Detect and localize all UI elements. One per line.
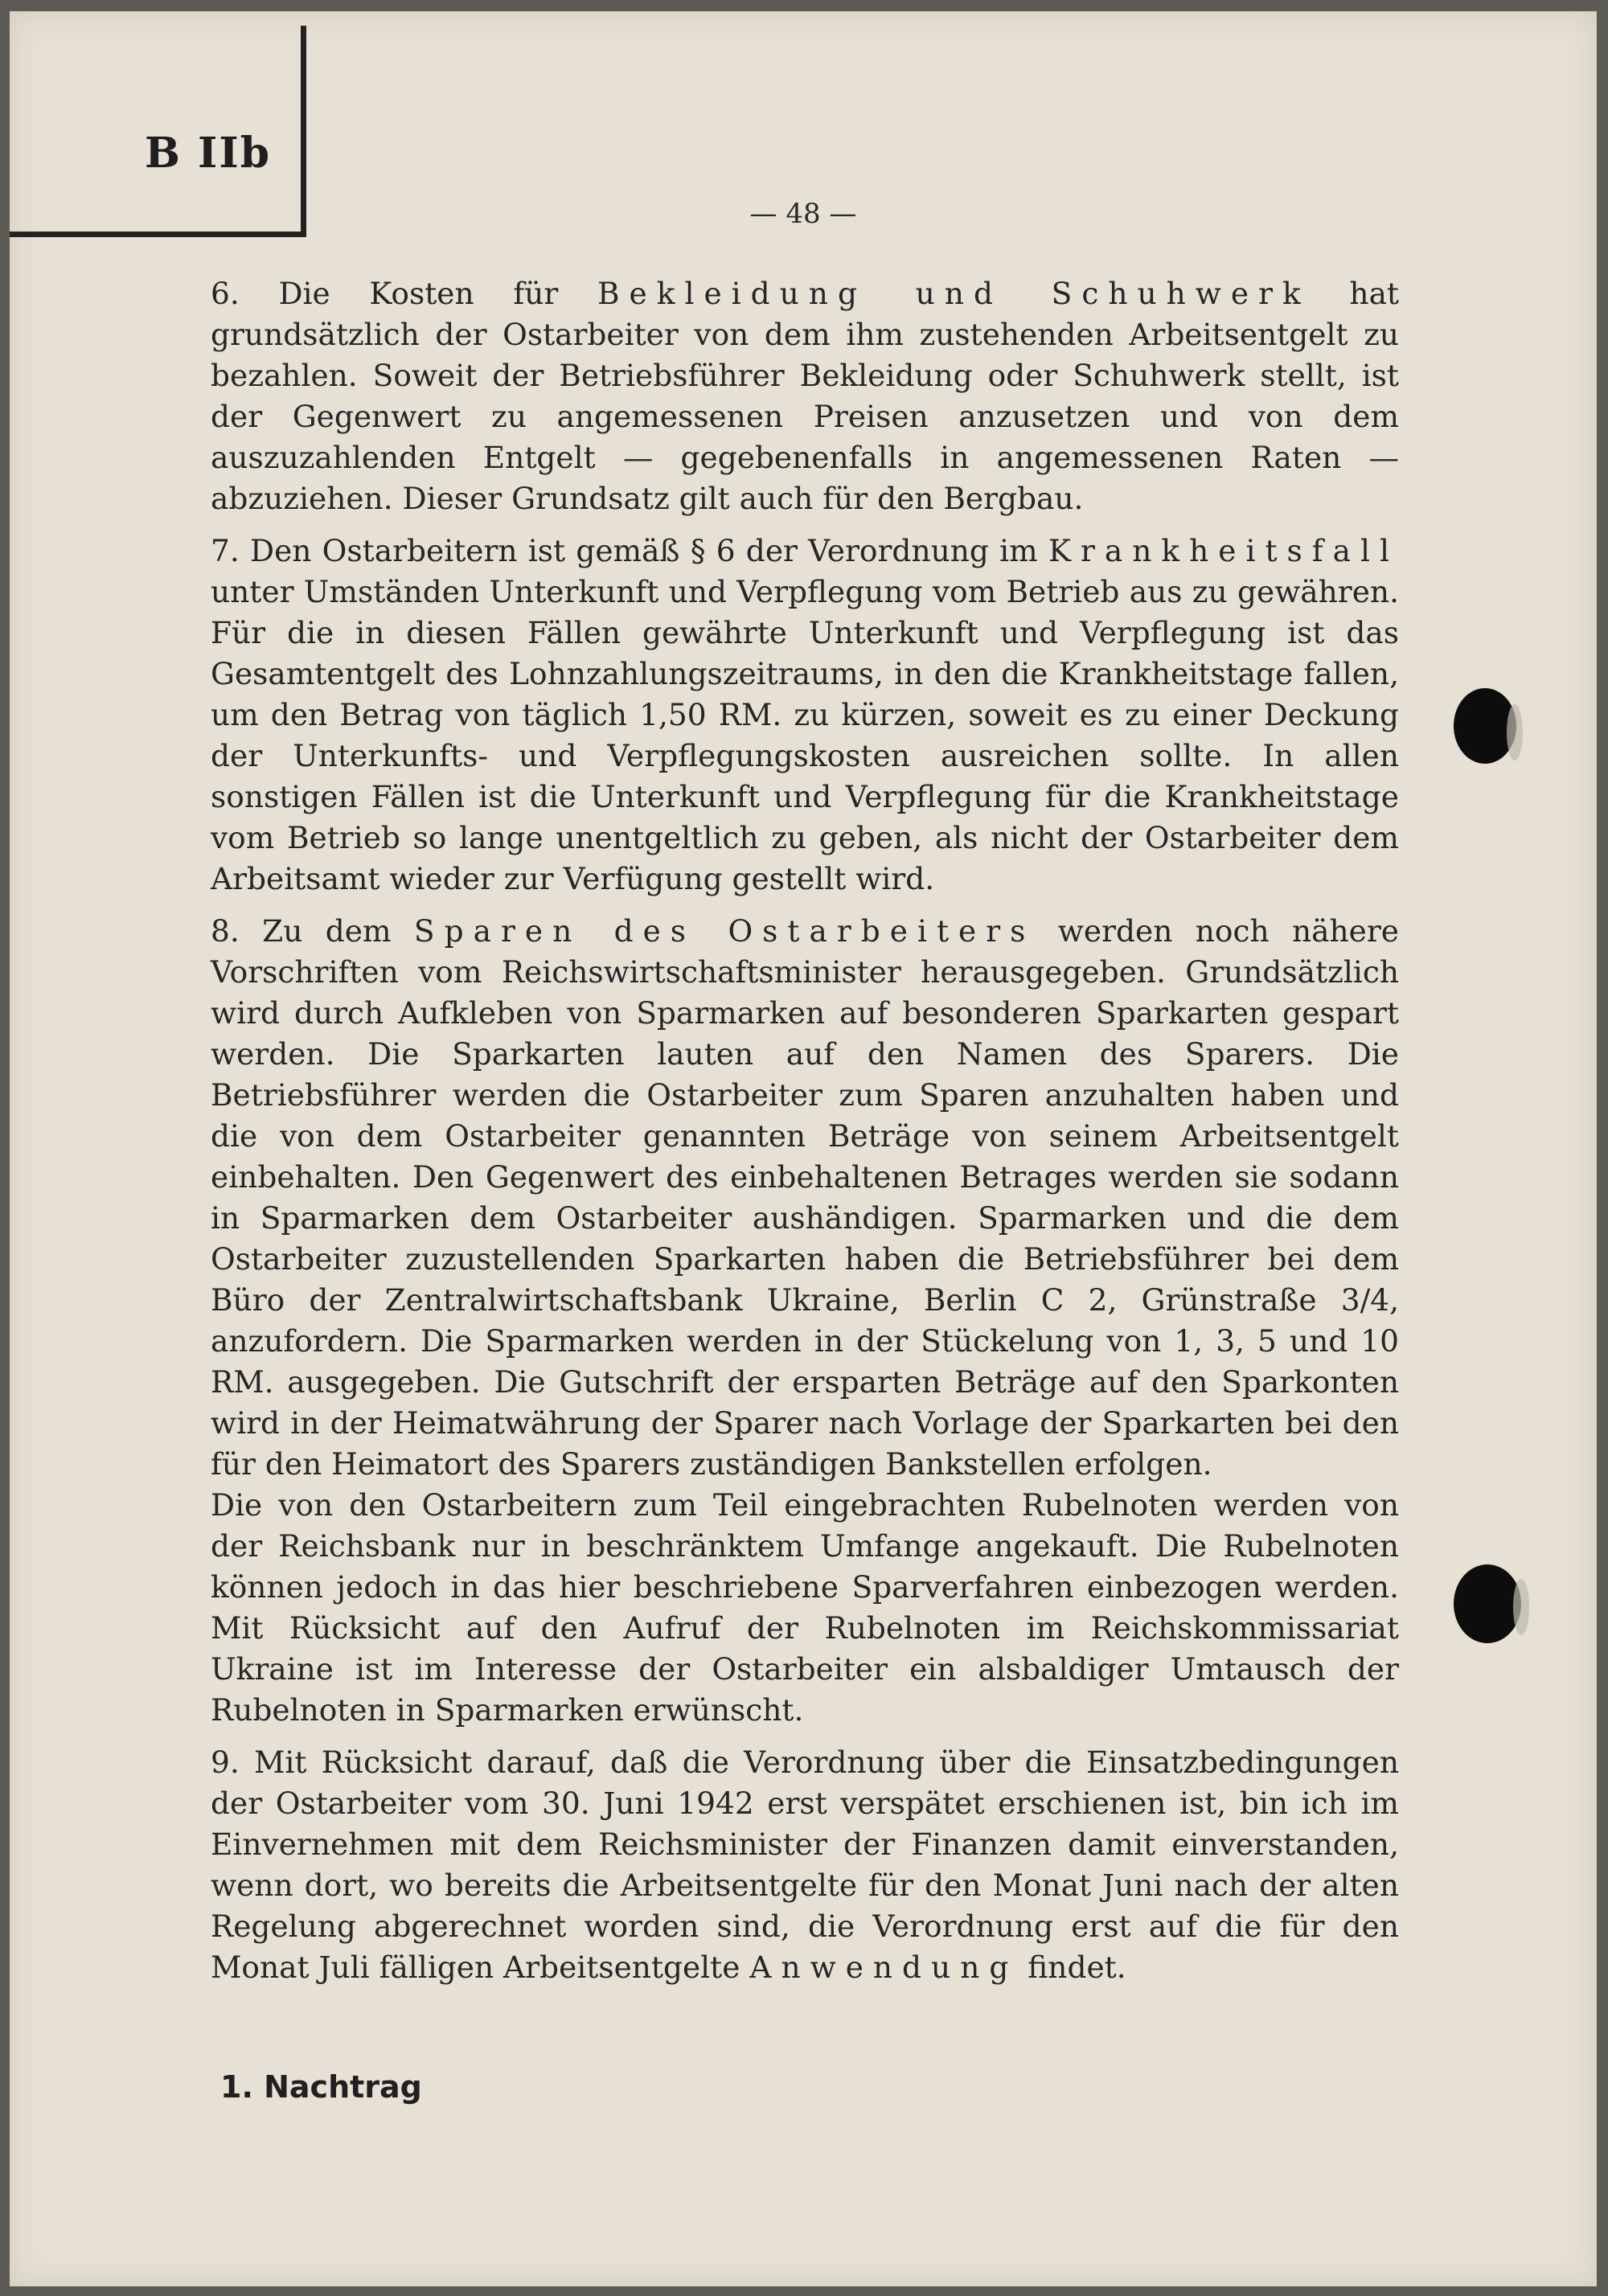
paragraph-9-spaced-term: Anwendung [749,1950,1019,1985]
paragraph-7-rest: unter Umständen Unterkunft und Verpflegung vom Betrieb aus zu gewähren. Für die in diesen Fällen gewährte Unterkunft und Verpflegung ist das Gesamtentgelt des Lohnzahlungszeitraums, in den die Krankheitstage fallen, um den Betrag von täglich 1,50 RM. zu kürzen, soweit es zu einer Deckung der Unterkunfts- und Verpflegungskosten ausreichen sollte. In allen sonstigen Fällen ist die Unterkunft und Verpflegung für die Krankheitstage vom Betrieb so lange unentgeltlich zu geben, als nicht der Ostarbeiter dem Arbeitsamt wieder zur Verfügung gestellt wird. [211,574,1399,896]
paragraph-6-rest: hat grundsätzlich der Ostarbeiter von dem ihm zustehenden Arbeitsentgelt zu bezahlen. Soweit der Betriebsführer Bekleidung oder Schuhwerk stellt, ist der Gegenwert zu angemessenen Preisen anzusetzen und von dem auszuzahlenden Entgelt — gegebenenfalls in angemessenen Raten — abzuziehen. Dieser Grundsatz gilt auch für den Bergbau. [211,276,1400,516]
paragraph-8-rubel: Die von den Ostarbeitern zum Teil eingebrachten Rubelnoten werden von der Reichsbank nur in beschränktem Umfange angekauft. Die Rubelnoten können jedoch in das hier beschriebene Sparverfahren einbezogen werden. Mit Rücksicht auf den Aufruf der Rubelnoten im Reichskommissariat Ukraine ist im Interesse der Ostarbeiter ein alsbaldiger Umtausch der Rubelnoten in Sparmarken erwünscht. [211,1487,1399,1728]
punch-hole-top-edge [1507,704,1523,761]
paragraph-7 [211,531,1399,900]
paragraph-9-lead: 9. Mit Rücksicht darauf, daß die Verordnung über die Einsatzbedingungen der Ostarbeiter vom 30. Juni 1942 erst verspätet erschienen ist, bin ich im Einvernehmen mit dem Reichsminister der Finanzen damit einverstanden, wenn dort, wo bereits die Arbeitsentgelte für den Monat Juni nach der alten Regelung abgerechnet worden sind, die Verordnung erst auf die für den Monat Juli fälligen Arbeitsentgelte [211,1745,1399,1985]
paragraph-6 [211,273,1399,519]
paragraph-6-spaced-term: Bekleidung und Schuhwerk [597,276,1311,311]
paragraph-9-rest: findet. [1018,1950,1126,1985]
paragraph-8 [211,911,1399,1485]
section-tab-label: B IIb [145,129,272,178]
paragraph-9 [211,1742,1399,1988]
nachtrag-heading: 1. Nachtrag [220,2069,422,2105]
punch-hole-bottom-edge [1513,1579,1529,1635]
paragraph-6-lead: 6. Die Kosten für [211,276,597,311]
page-number: — 48 — [749,198,857,230]
document-body [211,273,1399,1999]
punch-hole-bottom [1454,1564,1521,1643]
paragraph-8-spaced-term: Sparen des Ostarbeiters [413,913,1036,949]
paragraph-7-spaced-term: Krankheitsfall [1048,533,1399,568]
paragraph-8-rest: werden noch nähere Vorschriften vom Reichswirtschaftsminister herausgegeben. Grundsätzlich wird durch Aufkleben von Sparmarken auf besonderen Sparkarten gespart werden. Die Sparkarten lauten auf den Namen des Sparers. Die Betriebsführer werden die Ostarbeiter zum Sparen anzuhalten haben und die von dem Ostarbeiter genannten Beträge von seinem Arbeitsentgelt einbehalten. Den Gegenwert des einbehaltenen Betrages werden sie sodann in Sparmarken dem Ostarbeiter aushändigen. Sparmarken und die dem Ostarbeiter zuzustellenden Sparkarten haben die Betriebsführer bei dem Büro der Zentralwirtschaftsbank Ukraine, Berlin C 2, Grünstraße 3/4, anzufordern. Die Sparmarken werden in der Stückelung von 1, 3, 5 und 10 RM. ausgegeben. Die Gutschrift der ersparten Beträge auf den Sparkonten wird in der Heimatwährung der Sparer nach Vorlage der Sparkarten bei den für den Heimatort des Sparers zuständigen Bankstellen erfolgen. [211,913,1399,1482]
document-page [10,11,1597,2286]
paragraph-7-lead: 7. Den Ostarbeitern ist gemäß § 6 der Verordnung im [211,533,1048,568]
paragraph-8-lead: 8. Zu dem [211,913,414,949]
